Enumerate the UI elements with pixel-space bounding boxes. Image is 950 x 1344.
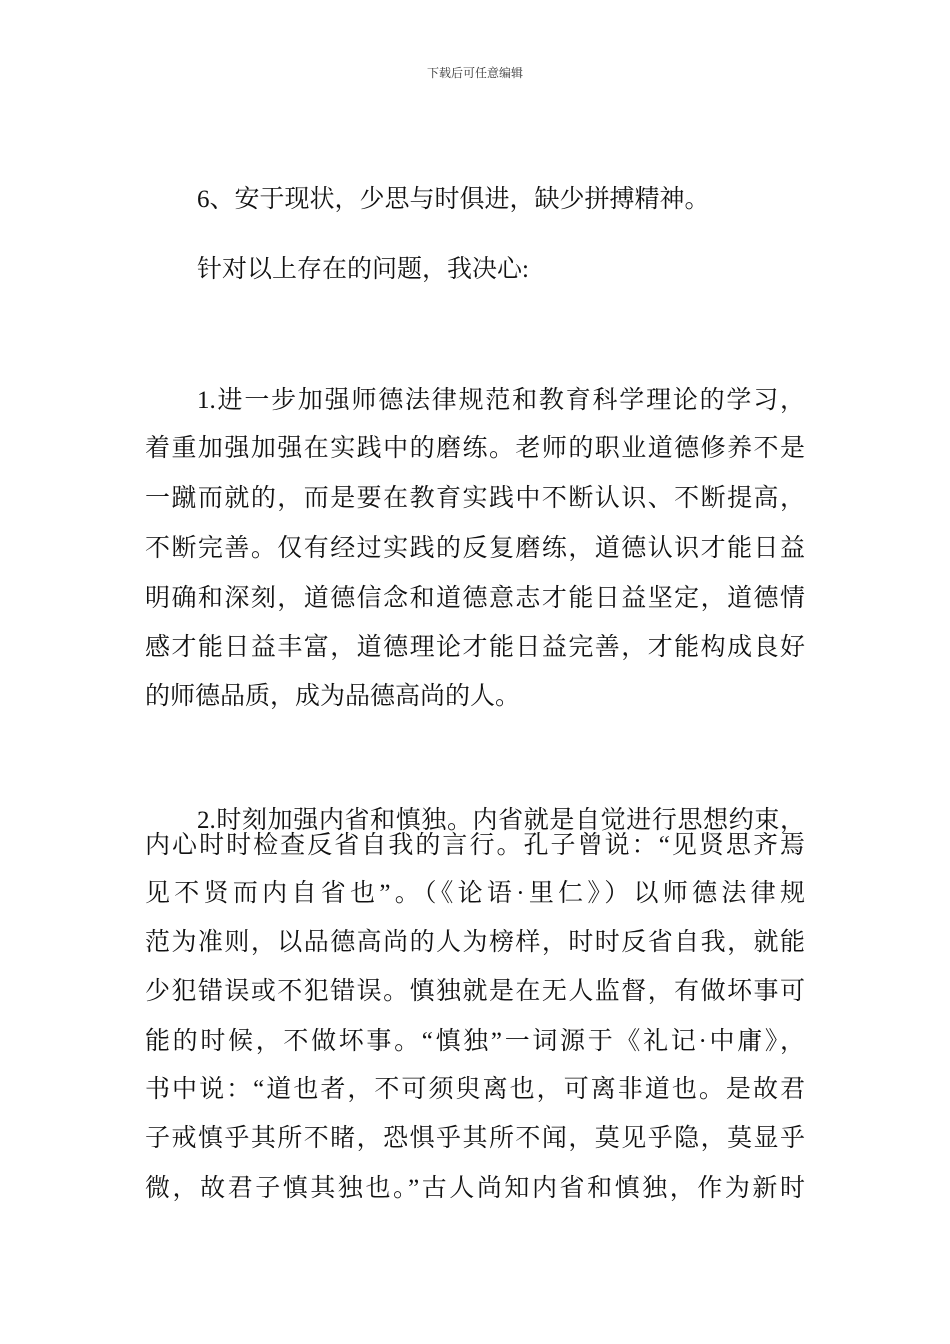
paragraph-1-line: 1.进一步加强师德法律规范和教育科学理论的学习，	[197, 387, 805, 414]
paragraph-1-line: 感才能日益丰富，道德理论才能日益完善，才能构成良好	[145, 634, 805, 661]
paragraph-1-line: 一蹴而就的，而是要在教育实践中不断认识、不断提高，	[145, 485, 805, 512]
page-header: 下载后可任意编辑	[426, 66, 523, 80]
paragraph-2-line: 少犯错误或不犯错误。慎独就是在无人监督，有做坏事可	[145, 978, 805, 1005]
list-item-6: 6、安于现状，少思与时俱进，缺少拼搏精神。	[197, 186, 710, 213]
paragraph-1-line: 着重加强加强在实践中的磨练。老师的职业道德修养不是	[145, 435, 805, 462]
paragraph-2-line: 内心时时检查反省自我的言行。孔子曾说：“见贤思齐焉	[145, 832, 805, 859]
resolution-intro: 针对以上存在的问题，我决心:	[197, 256, 529, 283]
paragraph-1-line: 不断完善。仅有经过实践的反复磨练，道德认识才能日益	[145, 535, 805, 562]
paragraph-1-line: 的师德品质，成为品德高尚的人。	[145, 683, 521, 710]
paragraph-1-line: 明确和深刻，道德信念和道德意志才能日益坚定，道德情	[145, 585, 805, 612]
paragraph-2-line: 范为准则，以品德高尚的人为榜样，时时反省自我，就能	[145, 929, 805, 956]
paragraph-2-line: 见不贤而内自省也”。（《论语·里仁》）以师德法律规	[145, 880, 805, 907]
paragraph-2-line: 能的时候，不做坏事。“慎独”一词源于《礼记·中庸》，	[145, 1028, 805, 1055]
paragraph-2-line: 书中说：“道也者，不可须臾离也，可离非道也。是故君	[145, 1076, 805, 1103]
paragraph-2-line: 子戒慎乎其所不睹，恐惧乎其所不闻，莫见乎隐，莫显乎	[145, 1125, 805, 1152]
paragraph-2-line: 微，故君子慎其独也。”古人尚知内省和慎独，作为新时	[145, 1175, 805, 1202]
paragraph-2-line: 2.时刻加强内省和慎独。内省就是自觉进行思想约束，	[197, 807, 805, 834]
